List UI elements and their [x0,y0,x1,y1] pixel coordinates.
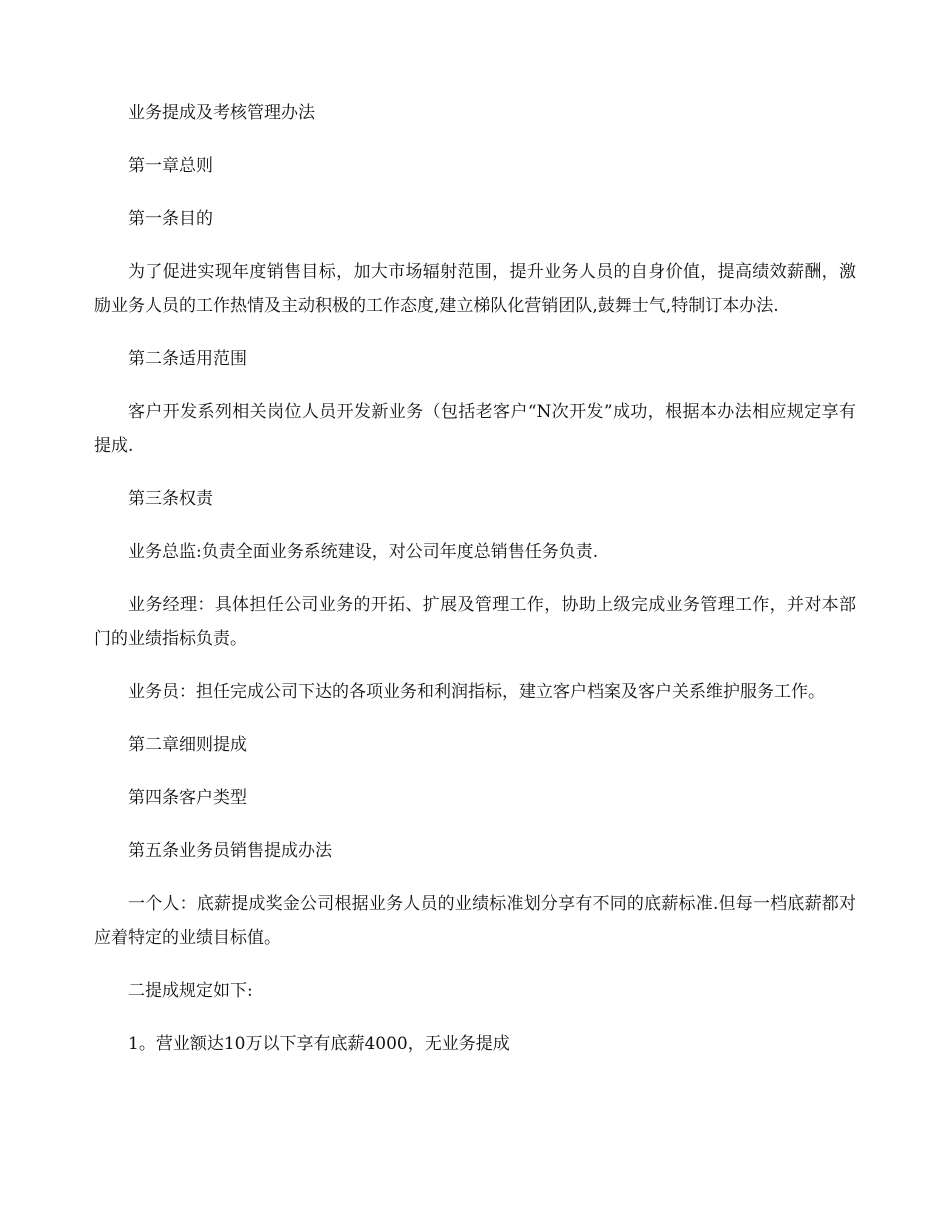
chapter-heading: 第二章细则提成 [128,735,247,755]
list-item: 1。营业额达10万以下享有底薪4000，无业务提成 [128,1034,510,1054]
article-heading: 第一条目的 [128,209,213,229]
article-heading: 第五条业务员销售提成办法 [128,841,332,861]
body-paragraph: 为了促进实现年度销售目标，加大市场辐射范围，提升业务人员的自身价值，提高绩效薪酬，激励业务人员的工作热情及主动积极的工作态度,建立梯队化营销团队,鼓舞士气,特制订本办法. [94,262,856,316]
body-paragraph: 业务总监:负责全面业务系统建设，对公司年度总销售任务负责. [128,542,599,562]
article-heading: 第二条适用范围 [128,349,247,369]
body-paragraph: 业务员：担任完成公司下达的各项业务和利润指标，建立客户档案及客户关系维护服务工作。 [128,682,825,702]
document-title: 业务提成及考核管理办法 [128,103,315,123]
body-paragraph: 一个人：底薪提成奖金公司根据业务人员的业绩标准划分享有不同的底薪标准.但每一档底薪都对应着特定的业绩目标值。 [94,894,856,948]
chapter-heading: 第一章总则 [128,156,213,176]
article-heading: 第四条客户类型 [128,788,247,808]
body-paragraph: 业务经理：具体担任公司业务的开拓、扩展及管理工作，协助上级完成业务管理工作，并对本部门的业绩指标负责。 [94,595,856,649]
body-paragraph: 客户开发系列相关岗位人员开发新业务（包括老客户“N次开发”成功，根据本办法相应规定享有提成. [94,402,856,456]
body-paragraph: 二提成规定如下: [128,981,253,1001]
article-heading: 第三条权责 [128,489,213,509]
